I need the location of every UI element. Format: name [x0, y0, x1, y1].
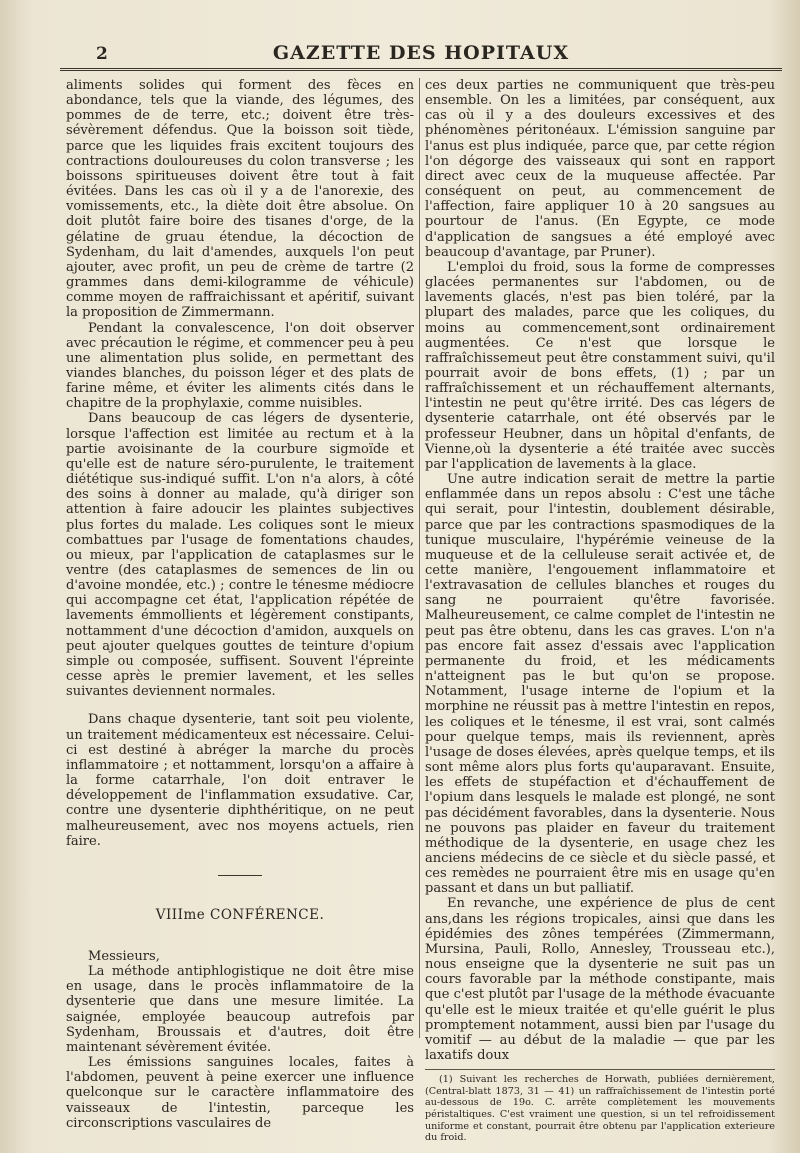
paragraph: Les émissions sanguines locales, faites à l'abdomen, peuvent à peine exercer une influence quelconque sur le caractère inflammatoire des vaisseaux de l'intestin, parceque les circonscriptions vasculaires de — [66, 1055, 414, 1131]
left-column — [66, 78, 414, 1131]
header-rule — [60, 68, 782, 71]
footnote-text: (1) Suivant les recherches de Horwath, publiées dernièrement, (Central-blatt 1873, 31 — 41) un raffraîchissement de l'intestin porté au-dessous de 19o. C. arrête complètement les mouvements péristaltiques. C'est vraiment une question, si un tel refroidissement uniforme et constant, pourrait être obtenu par l'application exterieure du froid. — [425, 1074, 775, 1144]
paragraph: Pendant la convalescence, l'on doit observer avec précaution le régime, et commencer peu à peu une alimentation plus solide, en permettant des viandes blanches, du poisson léger et des plats de farine même, et éviter les aliments cités dans le chapitre de la prophylaxie, comme nuisibles. — [66, 320, 414, 412]
section-divider — [218, 875, 262, 876]
footnote-rule — [425, 1069, 775, 1070]
paragraph: Une autre indication serait de mettre la partie enflammée dans un repos absolu : C'est une tâche qui serait, pour l'intestin, doublement désirable, parce que par les contractions spasmodiques de la tunique musculaire, l'hypérémie veineuse de la muqueuse et de la celluleuse serait activée et, de cette manière, l'engouement inflammatoire et l'extravasation de cellules blanches et rouges du sang ne pourraient qu'être favorisée. Malheureusement, ce calme complet de l'intestin ne peut pas être obtenu, dans les cas graves. L'on n'a pas encore fait assez d'essais avec l'application permanente du froid, et les médicaments n'atteignent pas le but qu'on se propose. Notamment, l'usage interne de l'opium et la morphine ne réussit pas à mettre l'intestin en repos, les coliques et le ténesme, il est vrai, sont calmés pour quelque temps, mais ils reviennent, après l'usage de doses élevées, après quelque temps, et ils sont même alors plus forts qu'auparavant. Ensuite, les effets de stupéfaction et d'échauffement de l'opium dans lesquels le malade est plongé, ne sont pas décidément favorables, dans la dysenterie. Nous ne pouvons pas plaider en faveur du traitement méthodique de la dysenterie, en usage chez les anciens médecins de ce siècle et du siècle passé, et ces remèdes ne pourraient être mis en usage qu'en passant et dans un but palliatif. — [425, 472, 775, 897]
paragraph: Dans chaque dysenterie, tant soit peu violente, un traitement médicamenteux est nécessaire. Celui-ci est destiné à abréger la marche du procès inflammatoire ; et nottamment, lorsqu'on a affaire à la forme catarrhale, l'on doit entraver le développement de l'inflammation exsudative. Car, contre une dysenterie diphthéritique, on ne peut malheureusement, avec nos moyens actuels, rien faire. — [66, 712, 414, 849]
paragraph: aliments solides qui forment des fèces en abondance, tels que la viande, des légumes, des pommes de de terre, etc.; doivent être très-sévèrement défendus. Que la boisson soit tiède, parce que les liquides frais excitent toujours des contractions douloureuses du colon transverse ; les boissons spiritueuses doivent être tout à fait évitées. Dans les cas où il y a de l'anorexie, des vomissements, etc., la diète doit être absolue. On doit plutôt faire boire des tisanes d'orge, de la gélatine de gruau étendue, la décoction de Sydenham, du lait d'amendes, auxquels l'on peut ajouter, avec profit, un peu de crème de tartre (2 grammes dans demi-kilogramme de véhicule) comme moyen de raffraichissant et apéritif, suivant la proposition de Zimmermann. — [66, 78, 414, 321]
paragraph: Dans beaucoup de cas légers de dysenterie, lorsque l'affection est limitée au rectum et à la partie avoisinante de la courbure sigmoïde et qu'elle est de nature séro-purulente, le traitement diététique sus-indiqué suffit. L'on n'a alors, à côté des soins à donner au malade, qu'à diriger son attention à faire adoucir les plaintes subjectives plus fortes du malade. Les coliques sont le mieux combattues par l'usage de fomentations chaudes, ou mieux, par l'application de cataplasmes sur le ventre (des cataplasmes de semences de lin ou d'avoine mondée, etc.) ; contre le ténesme médiocre qui accompagne cet état, l'application répétée de lavements émmollients et légèrement constipants, nottamment d'une décoction d'amidon, auxquels on peut ajouter quelques gouttes de teinture d'opium simple ou composée, suffisent. Souvent l'épreinte cesse après le premier lavement, et les selles suivantes deviennent normales. — [66, 411, 414, 700]
paragraph: L'emploi du froid, sous la forme de compresses glacées permanentes sur l'abdomen, ou de lavements glacés, n'est pas bien toléré, par la plupart des malades, parce que les coliques, du moins au commencement,sont ordinairement augmentées. Ce n'est que lorsque le raffraîchissemeut peut être constamment suivi, qu'il pourrait avoir de bons effets, (1) ; par un raffraîchissement et un réchauffement alternants, l'intestin ne peut qu'être irrité. Des cas légers de dysenterie catarrhale, ont été observés par le professeur Heubner, dans un hôpital d'enfants, de Vienne,où la dysenterie a été traitée avec succès par l'application de lavements à la glace. — [425, 259, 775, 472]
page-number: 2 — [96, 44, 108, 64]
right-column — [425, 78, 775, 1144]
lecture-title: VIIIme CONFÉRENCE. — [155, 906, 325, 923]
salutation: Messieurs, — [88, 948, 160, 964]
footnote — [425, 1074, 775, 1144]
column-divider — [419, 78, 420, 1038]
paragraph: ces deux parties ne communiquent que très-peu ensemble. On les a limitées, par conséquent, aux cas où il y a des douleurs excessives et des phénomènes péritonéaux. L'émission sanguine par l'anus est plus indiquée, parce que, par cette région l'on dégorge des vaisseaux qui sont en rapport direct avec ceux de la muqueuse affectée. Par conséquent on peut, au commencement de l'affection, faire appliquer 10 à 20 sangsues au pourtour de l'anus. (En Egypte, ce mode d'application de sangsues a été employé avec beaucoup d'avantage, par Pruner). — [425, 78, 775, 260]
page-header — [60, 38, 782, 68]
paragraph: La méthode antiphlogistique ne doit être mise en usage, dans le procès inflammatoire de la dysenterie que dans une mesure limitée. La saignée, employée beaucoup autrefois par Sydenham, Broussais et d'autres, doit être maintenant sévèrement évitée. — [66, 964, 414, 1055]
journal-title: GAZETTE DES HOPITAUX — [272, 42, 570, 64]
paragraph: En revanche, une expérience de plus de cent ans,dans les régions tropicales, ainsi que dans les épidémies des zônes tempérées (Zimmermann, Mursina, Pauli, Rollo, Annesley, Trousseau etc.), nous enseigne que la dysenterie ne suit pas un cours favorable par la méthode constipante, mais que c'est plutôt par l'usage de la méthode évacuante qu'elle est le mieux traitée et qu'elle guérit le plus promptement notamment, aussi bien par l'usage du vomitif — au début de la maladie — que par les laxatifs doux — [425, 896, 775, 1063]
